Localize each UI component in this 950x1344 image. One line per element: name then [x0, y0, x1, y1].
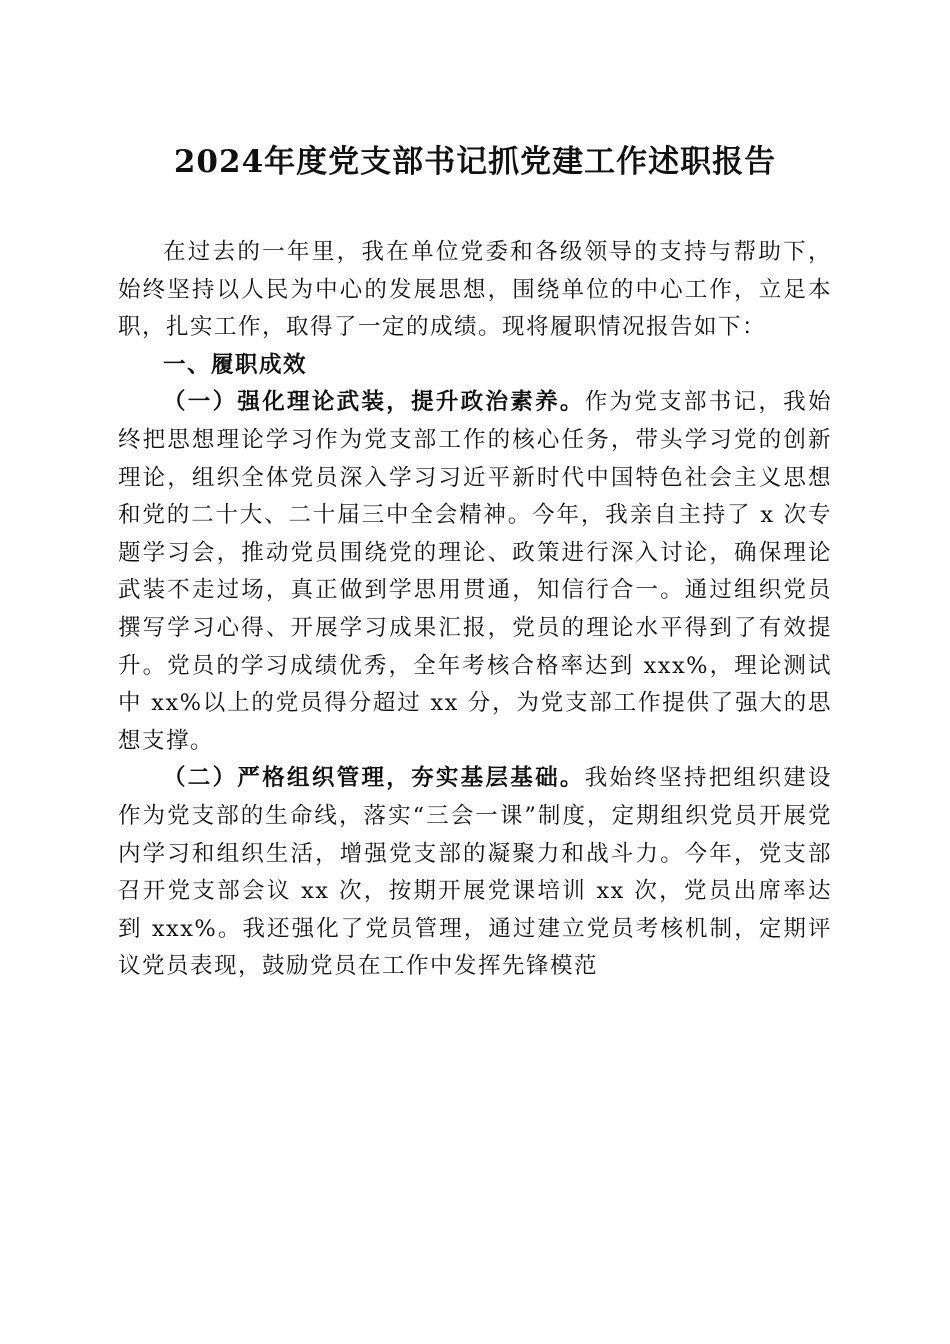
document-body: [118, 234, 832, 986]
item2-lead: （二）严格组织管理，夯实基层基础。: [163, 765, 585, 792]
item2-text: 我始终坚持把组织建设作为党支部的生命线，落实“三会一课”制度，定期组织党员开展党内学习和组织生活，增强党支部的凝聚力和战斗力。今年，党支部召开党支部会议 xx 次，按期开展党课培训 xx 次，党员出席率达到 xxx%。我还强化了党员管理，通过建立党员考核机制，定期评议党员表现，鼓励党员在工作中发挥先锋模范: [118, 765, 832, 980]
item1-lead: （一）强化理论武装，提升政治素养。: [163, 389, 585, 416]
item1-paragraph: [118, 384, 832, 760]
section-heading: 一、履职成效: [163, 351, 308, 378]
item2-paragraph: [118, 760, 832, 986]
item1-text: 作为党支部书记，我始终把思想理论学习作为党支部工作的核心任务，带头学习党的创新理论，组织全体党员深入学习习近平新时代中国特色社会主义思想和党的二十大、二十届三中全会精神。今年，我亲自主持了 x 次专题学习会，推动党员围绕党的理论、政策进行深入讨论，确保理论武装不走过场，真正做到学思用贯通，知信行合一。通过组织党员撰写学习心得、开展学习成果汇报，党员的理论水平得到了有效提升。党员的学习成绩优秀，全年考核合格率达到 xxx%，理论测试中 xx%以上的党员得分超过 xx 分，为党支部工作提供了强大的思想支撑。: [118, 389, 832, 754]
document-title: 2024年度党支部书记抓党建工作述职报告: [173, 144, 777, 180]
intro-paragraph: 在过去的一年里，我在单位党委和各级领导的支持与帮助下，始终坚持以人民为中心的发展思想，围绕单位的中心工作，立足本职，扎实工作，取得了一定的成绩。现将履职情况报告如下：: [118, 239, 832, 341]
